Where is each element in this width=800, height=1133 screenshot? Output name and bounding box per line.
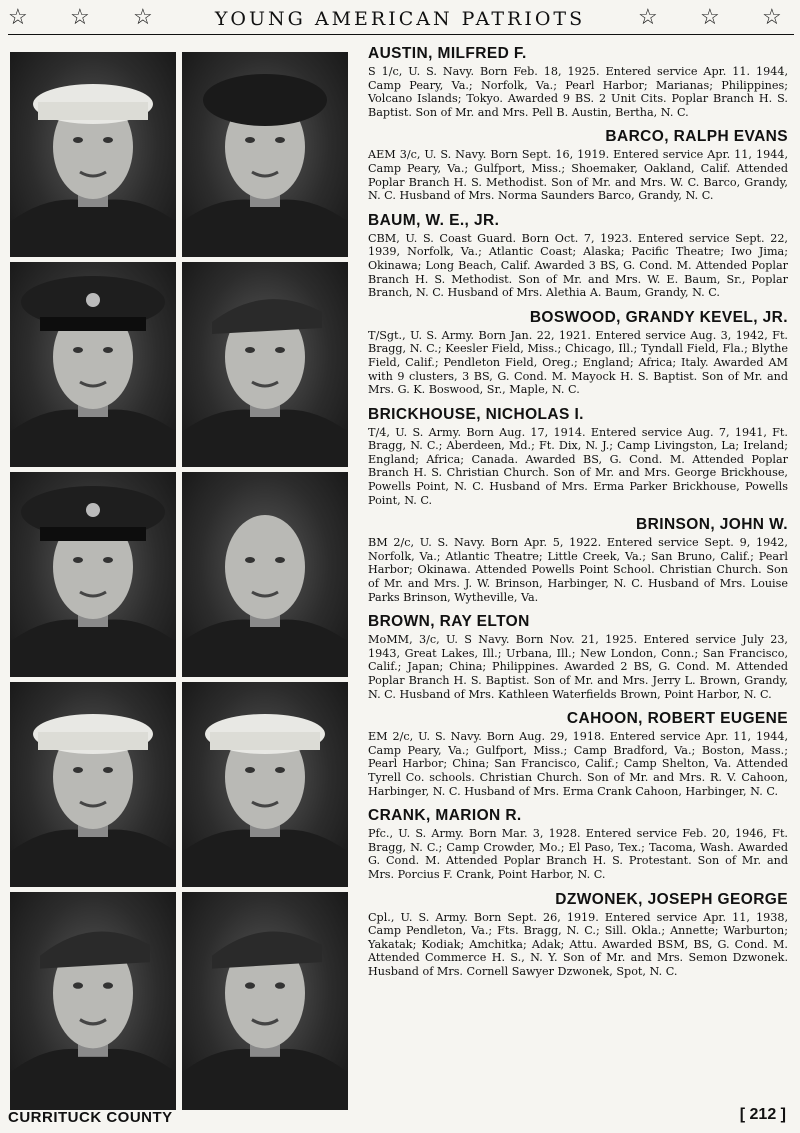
entry-description: BM 2/c, U. S. Navy. Born Apr. 5, 1922. Entered service Sept. 9, 1942, Norfolk, Va.; Atlantic Theatre; Little Creek, Va.; San Bruno, Calif.; Pearl Harbor; Okinawa. Attended Powells Point School. Christian Church. Son of Mr. and Mrs. J. W. Brinson, Harbinger, N. C. Husband of Mrs. Louise Parks Brinson, Wytheville, Va. [368,536,788,604]
star-outline-icon: ☆ [700,5,720,30]
entry [368,405,788,508]
portrait-cahoon [182,682,348,887]
entry-name: CRANK, MARION R. [368,807,522,825]
page-title: YOUNG AMERICAN PATRIOTS [214,8,586,30]
entry-description: Pfc., U. S. Army. Born Mar. 3, 1928. Entered service Feb. 20, 1946, Ft. Bragg, N. C.; Camp Crowder, Mo.; El Paso, Tex.; Tacoma, Wash. Awarded G. Cond. M. Attended Poplar Branch H. S. Protestant. Son of Mr. and Mrs. Porcius F. Crank, Point Harbor, N. C. [368,827,788,881]
portrait-brown [10,682,176,887]
entry-name: BRICKHOUSE, NICHOLAS I. [368,405,584,423]
portrait-dzwonek [182,892,348,1110]
entry-name: CAHOON, ROBERT EUGENE [566,710,788,728]
entry-description: T/Sgt., U. S. Army. Born Jan. 22, 1921. Entered service Aug. 3, 1942, Ft. Bragg, N. C.; Keesler Field, Miss.; Chicago, Ill.; Tyndall Field, Fla.; Blythe Field, Calif.; Pendleton Field, Oreg.; England; Africa; Italy. Awarded AM with 9 clusters, 3 BS, G. Cond. M. Mayock H. S. Baptist. Son of Mr. and Mrs. G. K. Boswood, Sr., Maple, N. C. [368,328,788,397]
star-outline-icon: ☆ [133,5,153,30]
entry-description: EM 2/c, U. S. Navy. Born Aug. 29, 1918. Entered service Apr. 11, 1944, Camp Peary, Va.; Gulfport, Miss.; Camp Bradford, Va.; Boston, Mass.; Pearl Harbor; China; San Francisco, Calif.; Camp Shelton, Va. Attended Tyrell Co. schools. Christian Church. Son of Mr. and Mrs. R. V. Cahoon, Harbinger, N. C. Husband of Mrs. Erma Crank Cahoon, Harbinger, N. C. [368,730,788,798]
entry-description: CBM, U. S. Coast Guard. Born Oct. 7, 1923. Entered service Sept. 22, 1939, Norfolk, Va.; Atlantic Coast; Alaska; Pacific Theatre; Iwo Jima; Okinawa; Long Beach, Calif. Awarded 3 BS, G. Cond. M. Attended Poplar Branch H. S. Methodist. Son of Mr. and Mrs. W. E. Baum, Sr., Poplar Branch, N. C. Husband of Mrs. Alethia A. Baum, Grandy, N. C. [368,231,788,300]
entry [368,211,788,300]
portrait-boswood [182,262,348,467]
entry-name: BRINSON, JOHN W. [636,516,788,534]
entry [368,612,788,701]
star-outline-icon: ☆ [70,5,90,30]
county-footer: CURRITUCK COUNTY [8,1109,173,1126]
entry [368,44,788,119]
entry-name: BAUM, W. E., JR. [368,211,500,229]
entry [368,890,788,979]
entry [368,127,788,202]
entry-description: AEM 3/c, U. S. Navy. Born Sept. 16, 1919. Entered service Apr. 11, 1944, Camp Peary, Va.; Gulfport, Miss.; Shoemaker, Oakland, Calif. Attended Poplar Branch H. S. Methodist. Son of Mr. and Mrs. W. C. Barco, Grandy, N. C. Husband of Mrs. Norma Saunders Barco, Grandy, N. C. [368,148,788,203]
entry-name: BARCO, RALPH EVANS [605,128,788,146]
star-outline-icon: ☆ [8,5,28,30]
portrait-baum [10,262,176,467]
entry-description: Cpl., U. S. Army. Born Sept. 26, 1919. Entered service Apr. 11, 1938, Camp Pendleton, Va.; Fts. Bragg, N. C.; Sill. Okla.; Annette; Warburton; Yakatak; Kodiak; Amchitka; Adak; Attu. Awarded BSM, BS, G. Cond. M. Attended Commerce H. S., N. Y. Son of Mr. and Mrs. Semon Dzwonek. Husband of Mrs. Cornell Sawyer Dzwonek, Spot, N. C. [368,910,788,978]
portrait-grid [10,52,350,1110]
entry [368,515,788,604]
portrait-brickhouse [10,472,176,677]
entry [368,308,788,397]
entry-name: DZWONEK, JOSEPH GEORGE [555,890,788,908]
entry-name: BOSWOOD, GRANDY KEVEL, JR. [529,308,788,326]
star-outline-icon: ☆ [638,5,658,30]
entry-description: MoMM, 3/c, U. S Navy. Born Nov. 21, 1925. Entered service July 23, 1943, Great Lakes, Ill.; Urbana, Ill.; New London, Conn.; San Francisco, Calif.; Japan; China; Philippines. Awarded 2 BS, G. Cond. M. Attended Poplar Branch H. S. Baptist. Son of Mr. and Mrs. Jerry L. Brown, Grandy, N. C. Husband of Mrs. Kathleen Waterfields Brown, Point Harbor, N. C. [368,633,788,701]
page-header [0,4,800,34]
entry [368,806,788,881]
entry-name: AUSTIN, MILFRED F. [368,45,527,62]
page-number: [ 212 ] [739,1106,786,1123]
entry-description: T/4, U. S. Army. Born Aug. 17, 1914. Entered service Aug. 7, 1941, Ft. Bragg, N. C.; Aberdeen, Md.; Ft. Dix, N. J.; Camp Livingston, La; Ireland; England; Africa; Canada. Awarded BS, G. Cond. M. Attended Poplar Branch H. S. Christian Church. Son of Mr. and Mrs. George Brickhouse, Powells Point, N. C. Husband of Mrs. Erma Parker Brickhouse, Powells Point, N. C. [368,425,788,507]
star-outline-icon: ☆ [762,5,782,30]
portrait-crank [10,892,176,1110]
entry [368,709,788,798]
portrait-austin [10,52,176,257]
portrait-brinson [182,472,348,677]
portrait-barco [182,52,348,257]
entries-column [368,44,788,987]
header-rule [8,34,794,35]
entry-description: S 1/c, U. S. Navy. Born Feb. 18, 1925. Entered service Apr. 11. 1944, Camp Peary, Va.; Norfolk, Va.; Pearl Harbor; Marianas; Philippines; Volcano Islands; Tokyo. Awarded 9 BS. 2 Unit Cits. Poplar Branch H. S. Baptist. Son of Mr. and Mrs. Pell B. Austin, Bertha, N. C. [368,65,788,119]
entry-name: BROWN, RAY ELTON [368,613,530,631]
